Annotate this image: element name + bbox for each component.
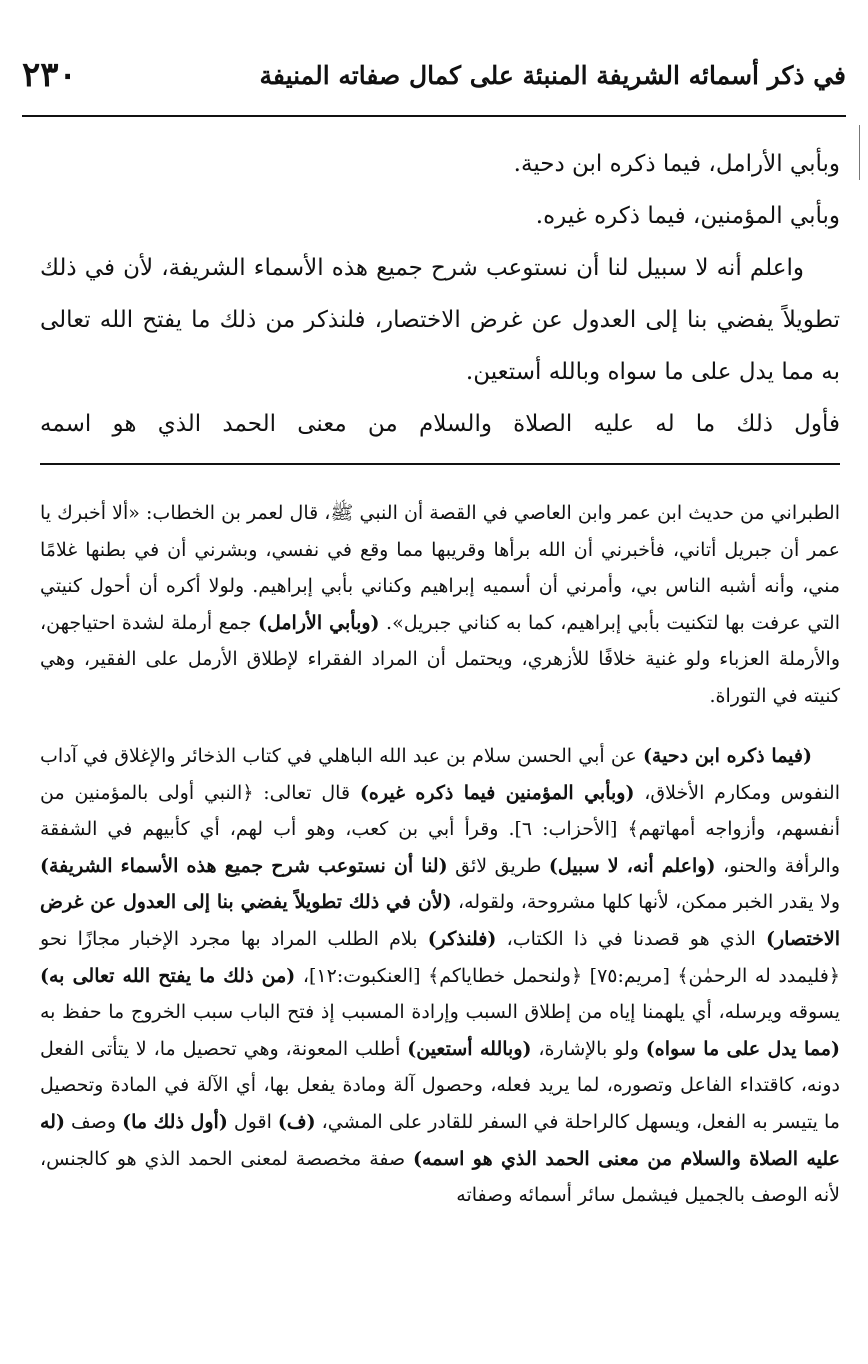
main-last-line: فأول ذلك ما له عليه الصلاة والسلام من معنى الحمد الذي هو اسمه	[40, 411, 840, 437]
footnote-separator	[40, 463, 840, 465]
commentary-lemma: (وبالله أستعين)	[407, 1037, 532, 1060]
commentary-text: طريق لائق	[455, 854, 542, 877]
commentary-text: الذي هو قصدنا في ذا الكتاب،	[506, 927, 756, 950]
commentary-text: يسوقه ويرسله، أي يلهمنا إياه من إطلاق السبب وإرادة المسبب إذ فتح الباب سبب الخروج ما حفظ به	[40, 1001, 840, 1024]
header-rule	[22, 115, 846, 117]
commentary-text: ولو بالإشارة،	[538, 1037, 639, 1060]
commentary-text: عن أبي الحسن سلام بن عبد الله الباهلي في كتاب الذخائر والإغلاق في آداب النفوس ومكارم الأخلاق،	[40, 745, 840, 804]
footnote-text: جمع أرملة لشدة احتياجهن، والأرملة العزباء ولو غنية خلافًا للأزهري، ويحتمل أن المراد الفقراء لإطلاق الأرمل على الفقير، وهي كنيته في التوراة.	[40, 611, 840, 707]
footnote-text: الطبراني من حديث ابن عمر وابن العاصي في القصة أن النبي ﷺ، قال لعمر بن الخطاب: «ألا أخبرك يا عمر أن جبريل أتاني، فأخبرني أن الله برأها وقريبها مما وقع في نفسي، وبشرني أن في بطنها غلامًا مني، وأنه أشبه الناس بي، وأمرني أن أسميه إبراهيم وكناني بأبي إبراهيم. ولولا أكره أن أحول كنيتي التي عرفت بها لتكنيت بأبي إبراهيم، كما به كناني جبريل».	[40, 502, 840, 634]
commentary-text: صفة مخصصة لمعنى الحمد الذي هو كالجنس، لأنه الوصف بالجميل فيشمل سائر أسمائه وصفاته	[40, 1147, 840, 1207]
commentary-text: قال تعالى: ﴿النبي أولى بالمؤمنين من أنفسهم، وأزواجه أمهاتهم﴾ [الأحزاب: ٦]. وقرأ أبي بن كعب، وهو أب لهم، أي كأبيهم في الشفقة والرأفة والحنو،	[40, 781, 840, 877]
commentary-lemma: (فلنذكر)	[427, 927, 497, 950]
main-paragraph: واعلم أنه لا سبيل لنا أن نستوعب شرح جميع هذه الأسماء الشريفة، لأن في ذلك تطويلاً يفضي بنا إلى العدول عن غرض الاختصار، فلنذكر من ذلك ما يفتح الله تعالى به مما يدل على ما سواه وبالله أستعين.	[40, 255, 840, 385]
commentary-lemma: (لنا أن نستوعب شرح جميع هذه الأسماء الشريفة)	[40, 854, 448, 877]
footnote-lemma: (وبأبي الأرامل)	[257, 611, 380, 634]
commentary-lemma: (له عليه الصلاة والسلام من معنى الحمد الذي هو اسمه)	[40, 1110, 840, 1170]
commentary-lemma: (من ذلك ما يفتح الله تعالى به)	[40, 964, 296, 987]
commentary-lemma: (لأن في ذلك تطويلاً يفضي بنا إلى العدول عن غرض الاختصار)	[40, 891, 841, 950]
commentary-text: اقول	[233, 1110, 272, 1133]
footnote-continuation	[40, 495, 840, 715]
commentary-text: أطلب المعونة، وهي تحصيل ما، لا يتأتى الفعل دونه، كاقتداء الفاعل وتصوره، لما يريد فعله، وحصول آلة ومادة يفعل بها، أي الآلة في المادة وتحصيل ما يتيسر به الفعل، ويسهل كالراحلة في السفر للقادر على المشي،	[40, 1037, 840, 1133]
main-text	[40, 138, 840, 450]
page-header	[22, 50, 846, 100]
commentary-lemma: (ف)	[277, 1110, 316, 1133]
commentary-paragraph	[40, 738, 840, 1214]
commentary-lemma: (مما يدل على ما سواه)	[645, 1037, 840, 1060]
commentary-text: وصف	[71, 1110, 117, 1133]
commentary-text: ولا يقدر الخبر ممكن، لأنها كلها مشروحة، ولقوله،	[457, 891, 840, 914]
margin-mark	[859, 125, 860, 180]
commentary-lemma: (واعلم أنه، لا سبيل)	[548, 854, 716, 877]
main-line-1: وبأبي الأرامل، فيما ذكره ابن دحية.	[513, 151, 840, 177]
running-title: في ذكر أسمائه الشريفة المنبئة على كمال صفاته المنيفة	[259, 60, 846, 90]
main-line-2: وبأبي المؤمنين، فيما ذكره غيره.	[535, 203, 840, 229]
commentary-lemma: (فيما ذكره ابن دحية)	[642, 745, 812, 767]
page-number: ٢٣٠	[22, 55, 77, 95]
commentary-text: بلام الطلب المراد بها مجرد الإخبار مجازًا نحو ﴿فليمدد له الرحمٰن﴾ [مريم:٧٥] ﴿ولنحمل خطاياكم﴾ [العنكبوت:١٢]،	[40, 927, 841, 987]
commentary-lemma: (أول ذلك ما)	[122, 1110, 228, 1133]
commentary-lemma: (وبأبي المؤمنين فيما ذكره غيره)	[359, 781, 635, 804]
